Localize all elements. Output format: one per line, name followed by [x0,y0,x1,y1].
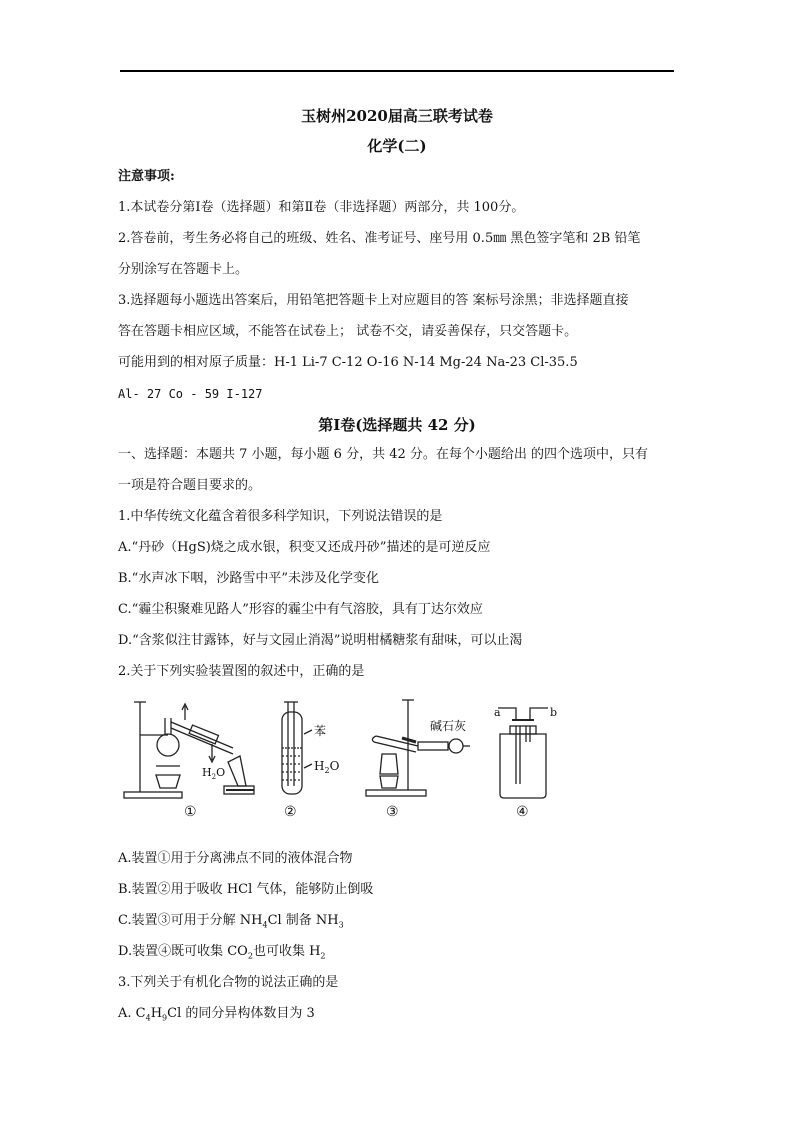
section1-intro-cont: 一项是符合题目要求的。 [118,478,262,493]
benzene-label: 苯 [314,724,327,738]
atomic-masses-2: Al- 27 Co - 59 I-127 [118,387,263,401]
figure-label-4: ④ [516,804,529,820]
exam-title: 玉树州2020届高三联考试卷 [301,107,493,125]
q2-option-a: A.装置①用于分离沸点不同的液体混合物 [118,851,353,866]
apparatus-4-gas-bottle [498,708,548,798]
figure-label-2: ② [284,804,297,820]
q1-option-d: D.“含浆似注甘露钵，好与文园止消渴”说明柑橘糖浆有甜味，可以止渴 [118,633,523,648]
water-label: $H_2O$ [314,759,340,775]
notes-heading: 注意事项: [118,169,175,184]
note-item-2-cont: 分别涂写在答题卡上。 [118,262,249,277]
q3-stem: 3.下列关于有机化合物的说法正确的是 [118,975,339,990]
q2-stem: 2.关于下列实验装置图的叙述中，正确的是 [118,664,365,679]
figure-label-1: ① [184,804,197,820]
note-item-3-cont: 答在答题卡相应区域，不能答在试卷上； 试卷不交，请妥善保存，只交答题卡。 [118,324,578,339]
water-inlet-label: $H_2O$ [202,766,226,781]
q2-option-c: C.装置③可用于分解 $NH_4Cl$ 制备 $NH_3$ [118,913,344,930]
apparatus-2-absorption [282,702,312,794]
q2-option-b: B.装置②用于吸收 HCl 气体，能够防止倒吸 [118,882,374,897]
q1-option-c: C.“霾尘积聚难见路人”形容的霾尘中有气溶胶，具有丁达尔效应 [118,602,483,617]
section1-intro: 一、选择题：本题共 7 小题，每小题 6 分，共 42 分。在每个小题给出 的四个选项中，只有 [118,447,649,462]
exam-subtitle: 化学(二) [367,137,427,155]
note-item-2: 2.答卷前，考生务必将自己的班级、姓名、准考证号、座号用 0.5㎜ 黑色签字笔和 2B 铅笔 [118,231,641,246]
top-rule [120,70,674,72]
apparatus-1-distillation [124,702,254,798]
figure-label-3: ③ [386,804,399,820]
atomic-masses-1: 可能用到的相对原子质量：H-1 Li-7 C-12 O-16 N-14 Mg-24 Na-23 Cl-35.5 [118,355,578,370]
note-item-3: 3.选择题每小题选出答案后，用铅笔把答题卡上对应题目的答 案标号涂黑；非选择题直接 [118,293,629,308]
apparatus-figure [118,690,568,820]
q2-option-d: D.装置④既可收集 $CO_2$也可收集 $H_2$ [118,944,326,961]
q1-option-b: B.“水声冰下咽，沙路雪中平”未涉及化学变化 [118,571,379,586]
port-b-label: b [550,706,558,719]
q1-option-a: A.“丹砂（HgS)烧之成水银，积变又还成丹砂”描述的是可逆反应 [118,540,491,555]
soda-lime-label: 碱石灰 [430,719,467,733]
apparatus-3-heating [366,700,470,796]
section1-heading: 第Ⅰ卷(选择题共 42 分) [318,416,476,434]
port-a-label: a [494,706,501,719]
q1-stem: 1.中华传统文化蕴含着很多科学知识，下列说法错误的是 [118,509,443,524]
q3-option-a: A. $C_4H_9Cl$ 的同分异构体数目为 3 [118,1006,315,1023]
note-item-1: 1.本试卷分第Ⅰ卷（选择题）和第Ⅱ卷（非选择题）两部分，共 100分。 [118,200,525,215]
